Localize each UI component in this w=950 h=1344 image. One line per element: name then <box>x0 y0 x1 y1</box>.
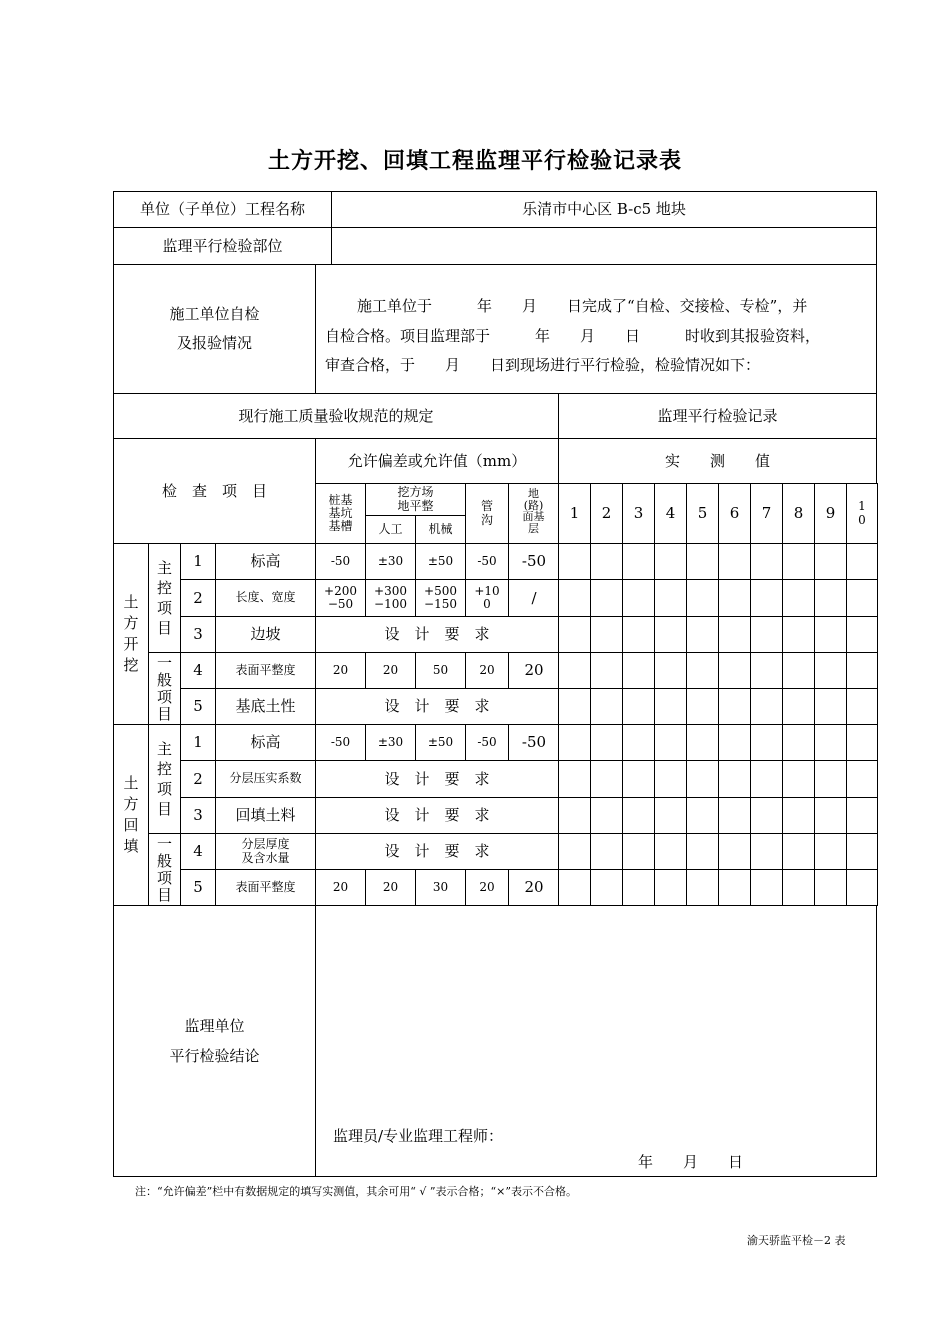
measured-value-cell[interactable] <box>718 833 751 870</box>
tolerance-value: -50 <box>508 543 560 580</box>
measured-value-cell[interactable] <box>686 869 719 906</box>
check-item-name: 分层厚度 及含水量 <box>215 833 316 870</box>
measured-value-cell[interactable] <box>750 688 783 725</box>
measure-col-header: 5 <box>686 483 719 544</box>
measured-value-cell[interactable] <box>654 652 687 689</box>
measured-value-cell[interactable] <box>814 652 847 689</box>
measured-value-cell[interactable] <box>782 579 815 617</box>
measured-value-cell[interactable] <box>750 724 783 761</box>
row-number: 5 <box>180 869 216 906</box>
measured-value-cell[interactable] <box>846 869 878 906</box>
measured-value-cell[interactable] <box>622 833 655 870</box>
measured-value-cell[interactable] <box>750 652 783 689</box>
measured-value-cell[interactable] <box>782 833 815 870</box>
row-number: 3 <box>180 797 216 834</box>
measure-col-header: 4 <box>654 483 687 544</box>
measured-value-cell[interactable] <box>654 833 687 870</box>
measured-value-cell[interactable] <box>654 797 687 834</box>
measured-value-cell[interactable] <box>782 760 815 798</box>
site-leveling-header: 挖方场 地平整 <box>365 483 466 516</box>
measure-col-header: 9 <box>814 483 847 544</box>
measured-value-cell[interactable] <box>750 833 783 870</box>
tolerance-value: 20 <box>315 869 366 906</box>
check-item-name: 基底土性 <box>215 688 316 725</box>
row-number: 4 <box>180 833 216 870</box>
measured-value-cell[interactable] <box>558 724 591 761</box>
measured-value-cell[interactable] <box>814 797 847 834</box>
measured-value-cell[interactable] <box>654 760 687 798</box>
measured-value-cell[interactable] <box>622 543 655 580</box>
measured-value-cell[interactable] <box>814 579 847 617</box>
row-number: 2 <box>180 760 216 798</box>
measured-value-cell[interactable] <box>782 616 815 653</box>
measured-value-cell[interactable] <box>686 579 719 617</box>
measure-col-header: 1 0 <box>846 483 878 544</box>
measured-value-cell[interactable] <box>654 869 687 906</box>
supervisor-signature-label: 监理员/专业监理工程师： <box>333 1127 504 1145</box>
measured-value-cell[interactable] <box>686 652 719 689</box>
measured-value-cell[interactable] <box>846 652 878 689</box>
measured-value-cell[interactable] <box>558 688 591 725</box>
measured-value-cell[interactable] <box>590 543 623 580</box>
measured-value-cell[interactable] <box>718 652 751 689</box>
tolerance-value: -50 <box>508 724 560 761</box>
measured-value-cell[interactable] <box>750 797 783 834</box>
pile-foundation-header: 桩基 基坑 基槽 <box>315 483 366 544</box>
check-item-name: 长度、宽度 <box>215 579 316 617</box>
measured-value-cell[interactable] <box>558 760 591 798</box>
tolerance-value: +500 −150 <box>415 579 466 617</box>
road-base-header: 地 (路) 面基 层 <box>508 483 559 544</box>
measured-value-cell[interactable] <box>590 760 623 798</box>
backfill-main-control-label: 主 控 项 目 <box>148 724 181 834</box>
measured-value-cell[interactable] <box>750 869 783 906</box>
measured-value-cell[interactable] <box>622 724 655 761</box>
check-item-name: 表面平整度 <box>215 652 316 689</box>
row-number: 2 <box>180 579 216 617</box>
spec-header: 现行施工质量验收规范的规定 <box>113 393 559 439</box>
measured-value-cell[interactable] <box>846 688 878 725</box>
measured-value-cell[interactable] <box>846 760 878 798</box>
measure-col-header: 6 <box>718 483 751 544</box>
measured-value-cell[interactable] <box>558 543 591 580</box>
measured-value-cell[interactable] <box>782 688 815 725</box>
measured-value-cell[interactable] <box>686 833 719 870</box>
manual-header: 人工 <box>365 515 416 544</box>
measured-header: 实 测 值 <box>558 438 877 484</box>
self-check-label: 施工单位自检 及报验情况 <box>113 264 316 394</box>
measured-value-cell[interactable] <box>782 724 815 761</box>
tolerance-value: +300 −100 <box>365 579 416 617</box>
measured-value-cell[interactable] <box>622 616 655 653</box>
row-number: 1 <box>180 724 216 761</box>
tolerance-value: 20 <box>365 652 416 689</box>
measured-value-cell[interactable] <box>846 616 878 653</box>
measured-value-cell[interactable] <box>846 543 878 580</box>
check-item-header: 检 查 项 目 <box>113 438 316 544</box>
measured-value-cell[interactable] <box>718 724 751 761</box>
measured-value-cell[interactable] <box>686 616 719 653</box>
measured-value-cell[interactable] <box>718 579 751 617</box>
footnote: 注：“允许偏差”栏中有数据规定的填写实测值，其余可用“ √ ”表示合格；“×”表示不合格。 <box>135 1185 577 1198</box>
conclusion-label: 监理单位 平行检验结论 <box>113 905 316 1177</box>
measured-value-cell[interactable] <box>686 724 719 761</box>
backfill-general-label: 一 般 项 目 <box>148 833 181 906</box>
measured-value-cell[interactable] <box>590 688 623 725</box>
tolerance-value: 20 <box>508 869 560 906</box>
row-number: 1 <box>180 543 216 580</box>
measured-value-cell[interactable] <box>814 724 847 761</box>
measured-value-cell[interactable] <box>558 797 591 834</box>
measured-value-cell[interactable] <box>718 616 751 653</box>
tolerance-value: ±30 <box>365 724 416 761</box>
row-number: 5 <box>180 688 216 725</box>
check-item-name: 标高 <box>215 543 316 580</box>
tolerance-value: 20 <box>465 652 509 689</box>
self-check-text: 施工单位于 年 月 日完成了“自检、交接检、专检”，并 自检合格。项目监理部于 年 月 日 时收到其报验资料， 审查合格，于 月 日到现场进行平行检验，检验情况如下： <box>325 297 821 374</box>
measure-col-header: 8 <box>782 483 815 544</box>
measured-value-cell[interactable] <box>718 760 751 798</box>
page-title: 土方开挖、回填工程监理平行检验记录表 <box>267 148 682 174</box>
measured-value-cell[interactable] <box>814 688 847 725</box>
signature-date: 年 月 日 <box>638 1153 744 1171</box>
inspection-part-label: 监理平行检验部位 <box>113 227 332 265</box>
measured-value-cell[interactable] <box>814 543 847 580</box>
tolerance-value: +10 0 <box>465 579 509 617</box>
measured-value-cell[interactable] <box>654 616 687 653</box>
measured-value-cell[interactable] <box>558 869 591 906</box>
design-requirement: 设 计 要 求 <box>315 688 559 725</box>
measured-value-cell[interactable] <box>686 688 719 725</box>
measured-value-cell[interactable] <box>558 616 591 653</box>
measured-value-cell[interactable] <box>558 652 591 689</box>
measured-value-cell[interactable] <box>814 760 847 798</box>
measure-col-header: 1 <box>558 483 591 544</box>
measured-value-cell[interactable] <box>782 869 815 906</box>
measured-value-cell[interactable] <box>750 616 783 653</box>
measured-value-cell[interactable] <box>814 616 847 653</box>
check-item-name: 标高 <box>215 724 316 761</box>
measured-value-cell[interactable] <box>590 616 623 653</box>
pipe-trench-header: 管 沟 <box>465 483 509 544</box>
design-requirement: 设 计 要 求 <box>315 833 559 870</box>
row-number: 4 <box>180 652 216 689</box>
measured-value-cell[interactable] <box>590 579 623 617</box>
design-requirement: 设 计 要 求 <box>315 760 559 798</box>
measured-value-cell[interactable] <box>782 797 815 834</box>
tolerance-value: 20 <box>365 869 416 906</box>
measured-value-cell[interactable] <box>846 579 878 617</box>
check-item-name: 表面平整度 <box>215 869 316 906</box>
measured-value-cell[interactable] <box>654 543 687 580</box>
unit-name-value[interactable]: 乐清市中心区 B-c5 地块 <box>331 191 877 228</box>
design-requirement: 设 计 要 求 <box>315 797 559 834</box>
measured-value-cell[interactable] <box>846 797 878 834</box>
measured-value-cell[interactable] <box>750 543 783 580</box>
measured-value-cell[interactable] <box>718 688 751 725</box>
tolerance-value: 20 <box>315 652 366 689</box>
measured-value-cell[interactable] <box>782 543 815 580</box>
form-id: 渝天骄监平检－2 表 <box>747 1234 846 1247</box>
measure-col-header: 2 <box>590 483 623 544</box>
measured-value-cell[interactable] <box>590 724 623 761</box>
measured-value-cell[interactable] <box>718 869 751 906</box>
measured-value-cell[interactable] <box>590 869 623 906</box>
excavation-main-control-label: 主 控 项 目 <box>148 543 181 653</box>
measured-value-cell[interactable] <box>654 688 687 725</box>
measured-value-cell[interactable] <box>846 833 878 870</box>
measured-value-cell[interactable] <box>686 797 719 834</box>
measure-col-header: 3 <box>622 483 655 544</box>
tolerance-value: -50 <box>465 724 509 761</box>
measured-value-cell[interactable] <box>622 688 655 725</box>
measure-col-header: 7 <box>750 483 783 544</box>
measured-value-cell[interactable] <box>622 869 655 906</box>
measured-value-cell[interactable] <box>558 833 591 870</box>
measured-value-cell[interactable] <box>750 760 783 798</box>
check-item-name: 边坡 <box>215 616 316 653</box>
measured-value-cell[interactable] <box>686 760 719 798</box>
measured-value-cell[interactable] <box>782 652 815 689</box>
tolerance-header: 允许偏差或允许值（mm） <box>315 438 559 484</box>
measured-value-cell[interactable] <box>590 652 623 689</box>
measured-value-cell[interactable] <box>558 579 591 617</box>
excavation-general-label: 一 般 项 目 <box>148 652 181 725</box>
measured-value-cell[interactable] <box>814 833 847 870</box>
tolerance-value: 20 <box>465 869 509 906</box>
measured-value-cell[interactable] <box>622 760 655 798</box>
backfill-group-label: 土 方 回 填 <box>113 724 149 906</box>
tolerance-value: +200 −50 <box>315 579 366 617</box>
tolerance-value: -50 <box>465 543 509 580</box>
tolerance-value: ±30 <box>365 543 416 580</box>
check-item-name: 分层压实系数 <box>215 760 316 798</box>
tolerance-value: ±50 <box>415 724 466 761</box>
tolerance-value: 50 <box>415 652 466 689</box>
measured-value-cell[interactable] <box>590 797 623 834</box>
measured-value-cell[interactable] <box>590 833 623 870</box>
row-number: 3 <box>180 616 216 653</box>
inspection-part-value[interactable] <box>331 227 877 265</box>
record-header: 监理平行检验记录 <box>558 393 877 439</box>
tolerance-value: 20 <box>508 652 560 689</box>
check-item-name: 回填土料 <box>215 797 316 834</box>
measured-value-cell[interactable] <box>750 579 783 617</box>
measured-value-cell[interactable] <box>686 543 719 580</box>
measured-value-cell[interactable] <box>622 579 655 617</box>
measured-value-cell[interactable] <box>814 869 847 906</box>
measured-value-cell[interactable] <box>654 724 687 761</box>
measured-value-cell[interactable] <box>654 579 687 617</box>
tolerance-value: -50 <box>315 724 366 761</box>
machine-header: 机械 <box>415 515 466 544</box>
tolerance-value: ±50 <box>415 543 466 580</box>
excavation-group-label: 土 方 开 挖 <box>113 543 149 725</box>
measured-value-cell[interactable] <box>622 652 655 689</box>
measured-value-cell[interactable] <box>846 724 878 761</box>
tolerance-value: 30 <box>415 869 466 906</box>
design-requirement: 设 计 要 求 <box>315 616 559 653</box>
tolerance-value: -50 <box>315 543 366 580</box>
measured-value-cell[interactable] <box>718 543 751 580</box>
measured-value-cell[interactable] <box>622 797 655 834</box>
tolerance-value: / <box>508 579 560 617</box>
measured-value-cell[interactable] <box>718 797 751 834</box>
unit-name-label: 单位（子单位）工程名称 <box>113 191 332 228</box>
